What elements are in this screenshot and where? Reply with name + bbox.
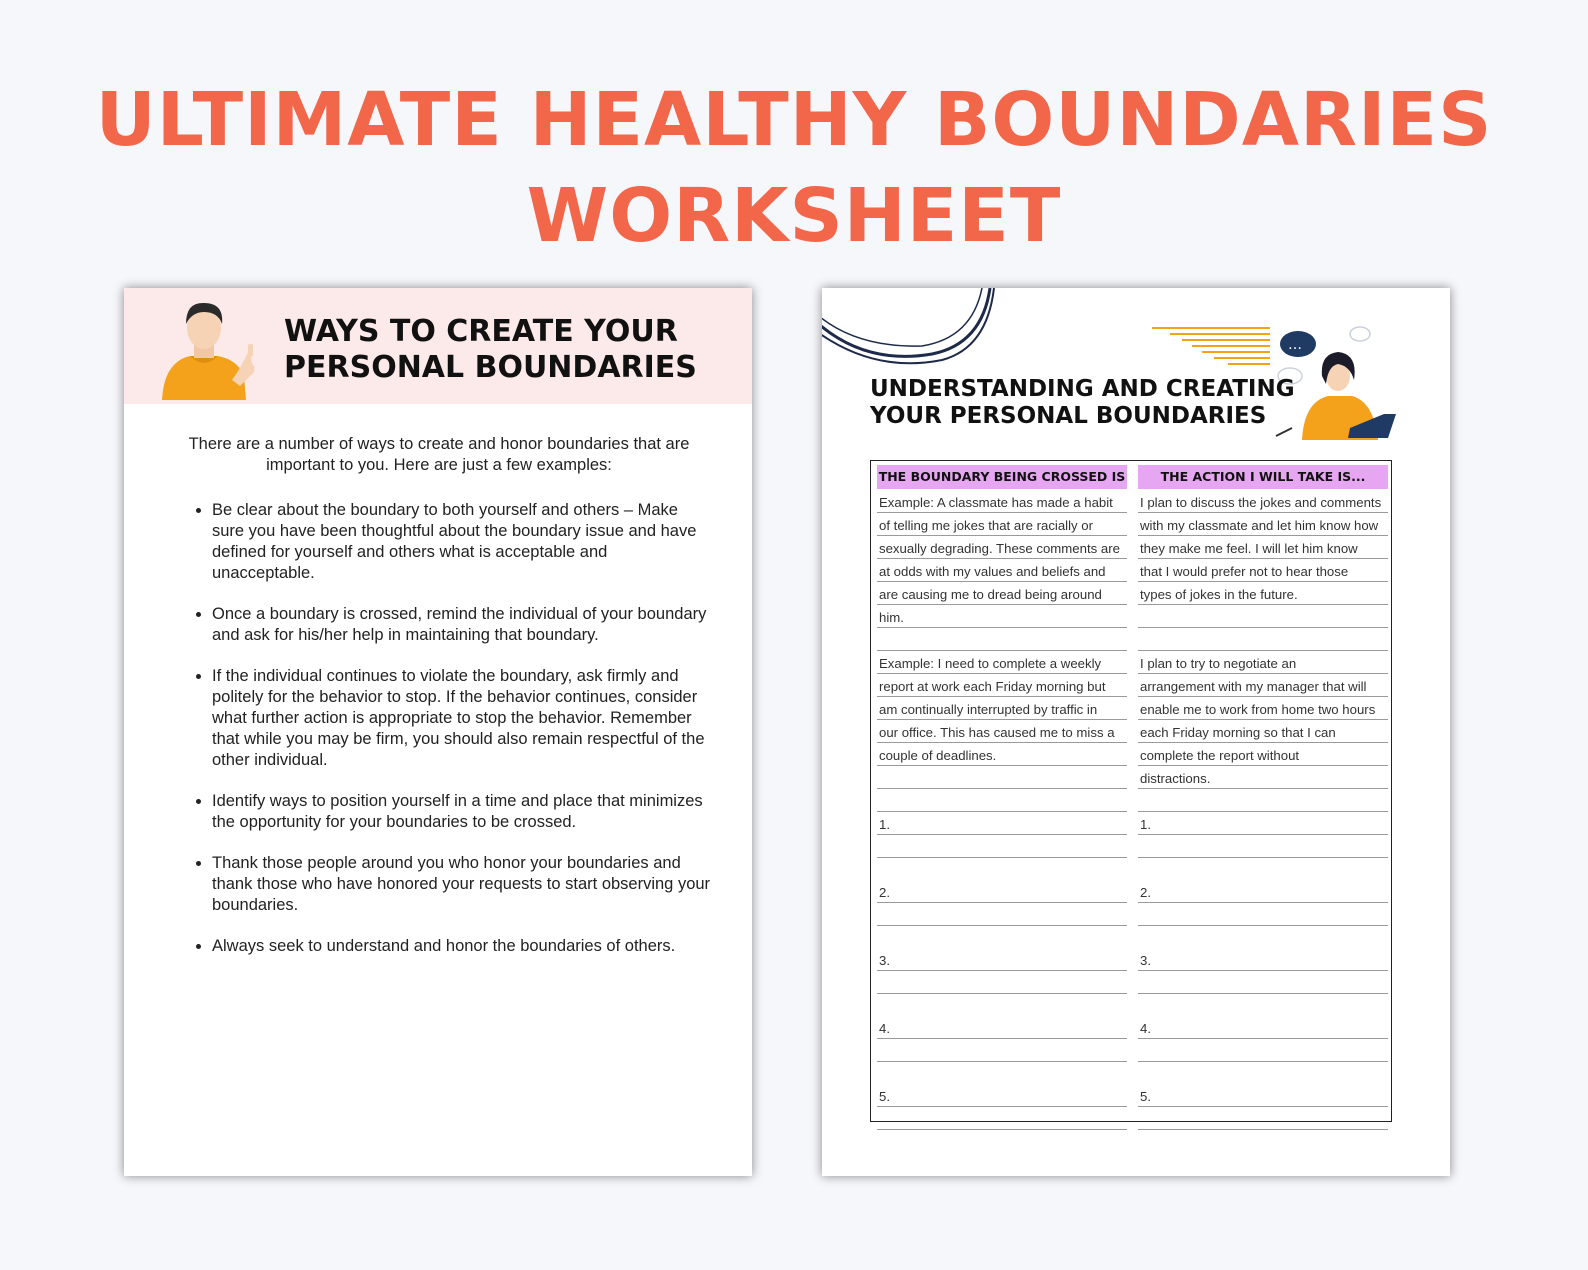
writing-line: I plan to try to negotiate an [1138,652,1388,674]
numbered-line[interactable]: 5. [877,1085,1127,1107]
numbered-line[interactable]: 3. [1138,949,1388,971]
writing-line: that I would prefer not to hear those [1138,560,1388,582]
right-title-line2: YOUR PERSONAL BOUNDARIES [870,403,1267,429]
left-title-line1: WAYS TO CREATE YOUR [284,314,678,349]
writing-line: distractions. [1138,767,1388,789]
bullet-item: • Always seek to understand and honor the boundaries of others. [212,936,712,957]
boundary-crossed-column [877,465,1127,1131]
writing-line[interactable] [1138,972,1388,994]
writing-line[interactable] [877,972,1127,994]
bullet-item: • Thank those people around you who honor your boundaries and thank those who have honored your requests to start observing your boundaries. [212,853,712,916]
left-title-line2: PERSONAL BOUNDARIES [284,350,697,385]
numbered-line[interactable]: 1. [877,813,1127,835]
writing-line: they make me feel. I will let him know [1138,537,1388,559]
numbered-line[interactable]: 2. [877,881,1127,903]
writing-line[interactable] [1138,836,1388,858]
numbered-line[interactable]: 3. [877,949,1127,971]
writing-line: report at work each Friday morning but [877,675,1127,697]
action-taken-column [1138,465,1388,1131]
writing-line: are causing me to dread being around [877,583,1127,605]
writing-line: am continually interrupted by traffic in [877,698,1127,720]
intro-paragraph [184,434,694,476]
numbered-line[interactable]: 4. [1138,1017,1388,1039]
writing-line: sexually degrading. These comments are [877,537,1127,559]
writing-line: Example: I need to complete a weekly [877,652,1127,674]
writing-line: at odds with my values and beliefs and [877,560,1127,582]
intro-line1: There are a number of ways to create and honor boundaries that are [188,435,690,453]
boundary-crossed-header: THE BOUNDARY BEING CROSSED IS [877,465,1127,489]
action-taken-header: THE ACTION I WILL TAKE IS... [1138,465,1388,489]
writing-line: our office. This has caused me to miss a [877,721,1127,743]
boundary-worksheet-table [870,460,1392,1122]
main-title-line2: WORKSHEET [526,173,1062,259]
bullet-item: • Be clear about the boundary to both yourself and others – Make sure you have been thoughtful about the boundary issue and have defined for yourself and others what is acceptable and unacceptable. [212,500,712,584]
writing-line: him. [877,606,1127,628]
left-page-header-band [124,288,752,404]
writing-line[interactable] [1138,1108,1388,1130]
numbered-line[interactable]: 4. [877,1017,1127,1039]
writing-line: each Friday morning so that I can [1138,721,1388,743]
svg-text:…: … [1288,337,1302,353]
decorative-swirl [822,288,1002,378]
right-worksheet-page [822,288,1450,1176]
numbered-line[interactable]: 1. [1138,813,1388,835]
writing-line[interactable] [1138,790,1388,812]
writing-line[interactable] [877,904,1127,926]
writing-line[interactable] [1138,606,1388,628]
writing-line[interactable] [1138,1040,1388,1062]
writing-line: couple of deadlines. [877,744,1127,766]
writing-line: arrangement with my manager that will [1138,675,1388,697]
writing-line[interactable] [877,1040,1127,1062]
writing-line[interactable] [1138,629,1388,651]
writing-line[interactable] [877,767,1127,789]
writing-line[interactable] [877,790,1127,812]
main-title-line1: ULTIMATE HEALTHY BOUNDARIES [95,77,1493,163]
left-page-title [284,314,744,386]
right-title-line1: UNDERSTANDING AND CREATING [870,376,1295,402]
writing-line: types of jokes in the future. [1138,583,1388,605]
writing-line[interactable] [877,629,1127,651]
numbered-line[interactable]: 2. [1138,881,1388,903]
main-title [0,72,1588,264]
writing-line[interactable] [877,836,1127,858]
intro-line2: important to you. Here are just a few examples: [266,456,612,474]
bullet-item: • If the individual continues to violate the boundary, ask firmly and politely for the behavior to stop. If the behavior continues, consider what further action is appropriate to stop the behavior. Remember that while you may be firm, you should also remain respectful of the other individual. [212,666,712,771]
writing-line: with my classmate and let him know how [1138,514,1388,536]
writing-line: of telling me jokes that are racially or [877,514,1127,536]
numbered-line[interactable]: 5. [1138,1085,1388,1107]
right-page-title [870,376,1300,430]
writing-line[interactable] [1138,904,1388,926]
man-thumbs-up-illustration [152,296,256,400]
writing-line: I plan to discuss the jokes and comments [1138,491,1388,513]
writing-line: enable me to work from home two hours [1138,698,1388,720]
writing-line: complete the report without [1138,744,1388,766]
bullet-item: • Once a boundary is crossed, remind the individual of your boundary and ask for his/her help in maintaining that boundary. [212,604,712,646]
writing-line[interactable] [877,1108,1127,1130]
tips-bullet-list [192,500,712,977]
bullet-item: • Identify ways to position yourself in a time and place that minimizes the opportunity for your boundaries to be crossed. [212,791,712,833]
writing-line: Example: A classmate has made a habit [877,491,1127,513]
left-worksheet-page [124,288,752,1176]
